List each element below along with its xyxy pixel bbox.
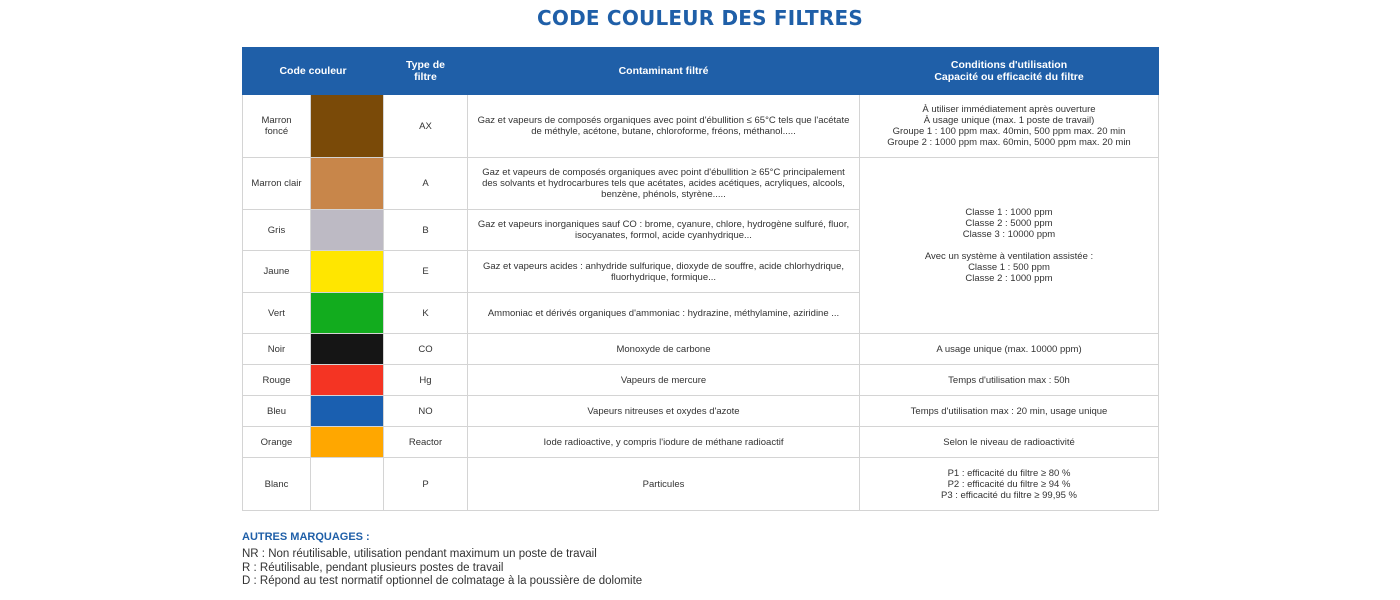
color-swatch bbox=[311, 210, 384, 251]
filter-color-table bbox=[242, 47, 1159, 511]
table-row bbox=[243, 95, 1159, 158]
color-name: Noir bbox=[243, 334, 311, 365]
condition-line: Groupe 1 : 100 ppm max. 40min, 500 ppm max. 20 min bbox=[892, 126, 1126, 137]
color-swatch bbox=[311, 396, 384, 427]
color-swatch bbox=[311, 365, 384, 396]
table-header-row bbox=[243, 48, 1159, 95]
conditions-cell bbox=[860, 334, 1159, 365]
condition-line: Temps d'utilisation max : 20 min, usage unique bbox=[910, 405, 1108, 417]
filter-type: B bbox=[384, 210, 468, 251]
contaminant-cell: Ammoniac et dérivés organiques d'ammoniac : hydrazine, méthylamine, aziridine ... bbox=[468, 293, 860, 334]
table-row bbox=[243, 458, 1159, 511]
condition-line: À usage unique (max. 1 poste de travail) bbox=[923, 115, 1095, 126]
condition-line: Groupe 2 : 1000 ppm max. 60min, 5000 ppm max. 20 min bbox=[887, 137, 1131, 148]
condition-line bbox=[866, 240, 1152, 251]
conditions-cell bbox=[860, 365, 1159, 396]
condition-line: Avec un système à ventilation assistée : bbox=[924, 251, 1094, 262]
condition-line: À utiliser immédiatement après ouverture bbox=[922, 104, 1096, 115]
header-type-filtre bbox=[384, 48, 468, 95]
conditions-cell bbox=[860, 396, 1159, 427]
color-swatch bbox=[311, 95, 384, 158]
condition-line: Selon le niveau de radioactivité bbox=[943, 436, 1075, 448]
table-row bbox=[243, 365, 1159, 396]
other-markings-title: AUTRES MARQUAGES : bbox=[242, 531, 370, 543]
color-name: Bleu bbox=[243, 396, 311, 427]
color-swatch bbox=[311, 334, 384, 365]
contaminant-cell: Gaz et vapeurs de composés organiques avec point d'ébullition ≤ 65°C tels que l'acétate de méthyle, acétone, butane, chloroforme, fréons, méthanol..... bbox=[468, 95, 860, 158]
color-name: Blanc bbox=[243, 458, 311, 511]
color-swatch bbox=[311, 293, 384, 334]
color-swatch bbox=[311, 427, 384, 458]
condition-line: A usage unique (max. 10000 ppm) bbox=[936, 343, 1082, 355]
filter-type: P bbox=[384, 458, 468, 511]
contaminant-cell: Particules bbox=[468, 458, 860, 511]
marking-r: R : Réutilisable, pendant plusieurs postes de travail bbox=[242, 561, 504, 574]
header-type-line1: Type de bbox=[406, 59, 445, 71]
table-row bbox=[243, 334, 1159, 365]
condition-line: Classe 1 : 1000 ppm bbox=[965, 207, 1053, 218]
conditions-cell bbox=[860, 427, 1159, 458]
header-conditions bbox=[860, 48, 1159, 95]
contaminant-cell: Vapeurs de mercure bbox=[468, 365, 860, 396]
color-name: Rouge bbox=[243, 365, 311, 396]
condition-line: Classe 2 : 5000 ppm bbox=[965, 218, 1053, 229]
color-name: Orange bbox=[243, 427, 311, 458]
condition-line: Temps d'utilisation max : 50h bbox=[948, 374, 1070, 386]
filter-type: NO bbox=[384, 396, 468, 427]
contaminant-cell: Monoxyde de carbone bbox=[468, 334, 860, 365]
condition-line: Classe 1 : 500 ppm bbox=[968, 262, 1050, 273]
table-row bbox=[243, 427, 1159, 458]
condition-line: Classe 2 : 1000 ppm bbox=[965, 273, 1053, 284]
contaminant-cell: Gaz et vapeurs acides : anhydride sulfurique, dioxyde de souffre, acide chlorhydrique, fluorhydrique, formique... bbox=[468, 251, 860, 293]
filter-type: AX bbox=[384, 95, 468, 158]
page-title: CODE COULEUR DES FILTRES bbox=[537, 6, 863, 30]
color-swatch bbox=[311, 158, 384, 210]
header-contaminant: Contaminant filtré bbox=[468, 48, 860, 95]
contaminant-cell: Iode radioactive, y compris l'iodure de méthane radioactif bbox=[468, 427, 860, 458]
filter-type: E bbox=[384, 251, 468, 293]
header-type-line2: filtre bbox=[414, 71, 437, 83]
conditions-cell bbox=[860, 458, 1159, 511]
condition-line: Classe 3 : 10000 ppm bbox=[962, 229, 1056, 240]
filter-type: CO bbox=[384, 334, 468, 365]
filter-type: K bbox=[384, 293, 468, 334]
table-row bbox=[243, 158, 1159, 210]
contaminant-cell: Gaz et vapeurs inorganiques sauf CO : brome, cyanure, chlore, hydrogène sulfuré, fluor, isocyanates, formol, acide cyanhydrique... bbox=[468, 210, 860, 251]
conditions-cell bbox=[860, 95, 1159, 158]
color-name: Gris bbox=[243, 210, 311, 251]
contaminant-cell: Gaz et vapeurs de composés organiques avec point d'ébullition ≥ 65°C principalement des solvants et hydrocarbures tels que acétates, acides acétiques, acryliques, alcools, benzène, phénols, styrène..... bbox=[468, 158, 860, 210]
color-name: Jaune bbox=[243, 251, 311, 293]
header-conditions-line1: Conditions d'utilisation bbox=[950, 59, 1068, 71]
filter-type: Hg bbox=[384, 365, 468, 396]
condition-line: P1 : efficacité du filtre ≥ 80 % bbox=[947, 467, 1071, 479]
color-name: Marron foncé bbox=[243, 95, 311, 158]
condition-line: P3 : efficacité du filtre ≥ 99,95 % bbox=[940, 489, 1077, 501]
contaminant-cell: Vapeurs nitreuses et oxydes d'azote bbox=[468, 396, 860, 427]
merged-conditions-cell bbox=[860, 158, 1159, 334]
header-code-couleur: Code couleur bbox=[243, 48, 384, 95]
condition-line: P2 : efficacité du filtre ≥ 94 % bbox=[947, 478, 1071, 490]
color-swatch bbox=[311, 251, 384, 293]
filter-type: Reactor bbox=[384, 427, 468, 458]
color-name: Vert bbox=[243, 293, 311, 334]
marking-nr: NR : Non réutilisable, utilisation pendant maximum un poste de travail bbox=[242, 548, 597, 560]
filter-type: A bbox=[384, 158, 468, 210]
other-markings-list bbox=[242, 548, 1042, 589]
table-row bbox=[243, 396, 1159, 427]
header-conditions-line2: Capacité ou efficacité du filtre bbox=[934, 71, 1084, 83]
color-swatch bbox=[311, 458, 384, 511]
marking-d: D : Répond au test normatif optionnel de colmatage à la poussière de dolomite bbox=[242, 575, 643, 587]
color-name: Marron clair bbox=[243, 158, 311, 210]
